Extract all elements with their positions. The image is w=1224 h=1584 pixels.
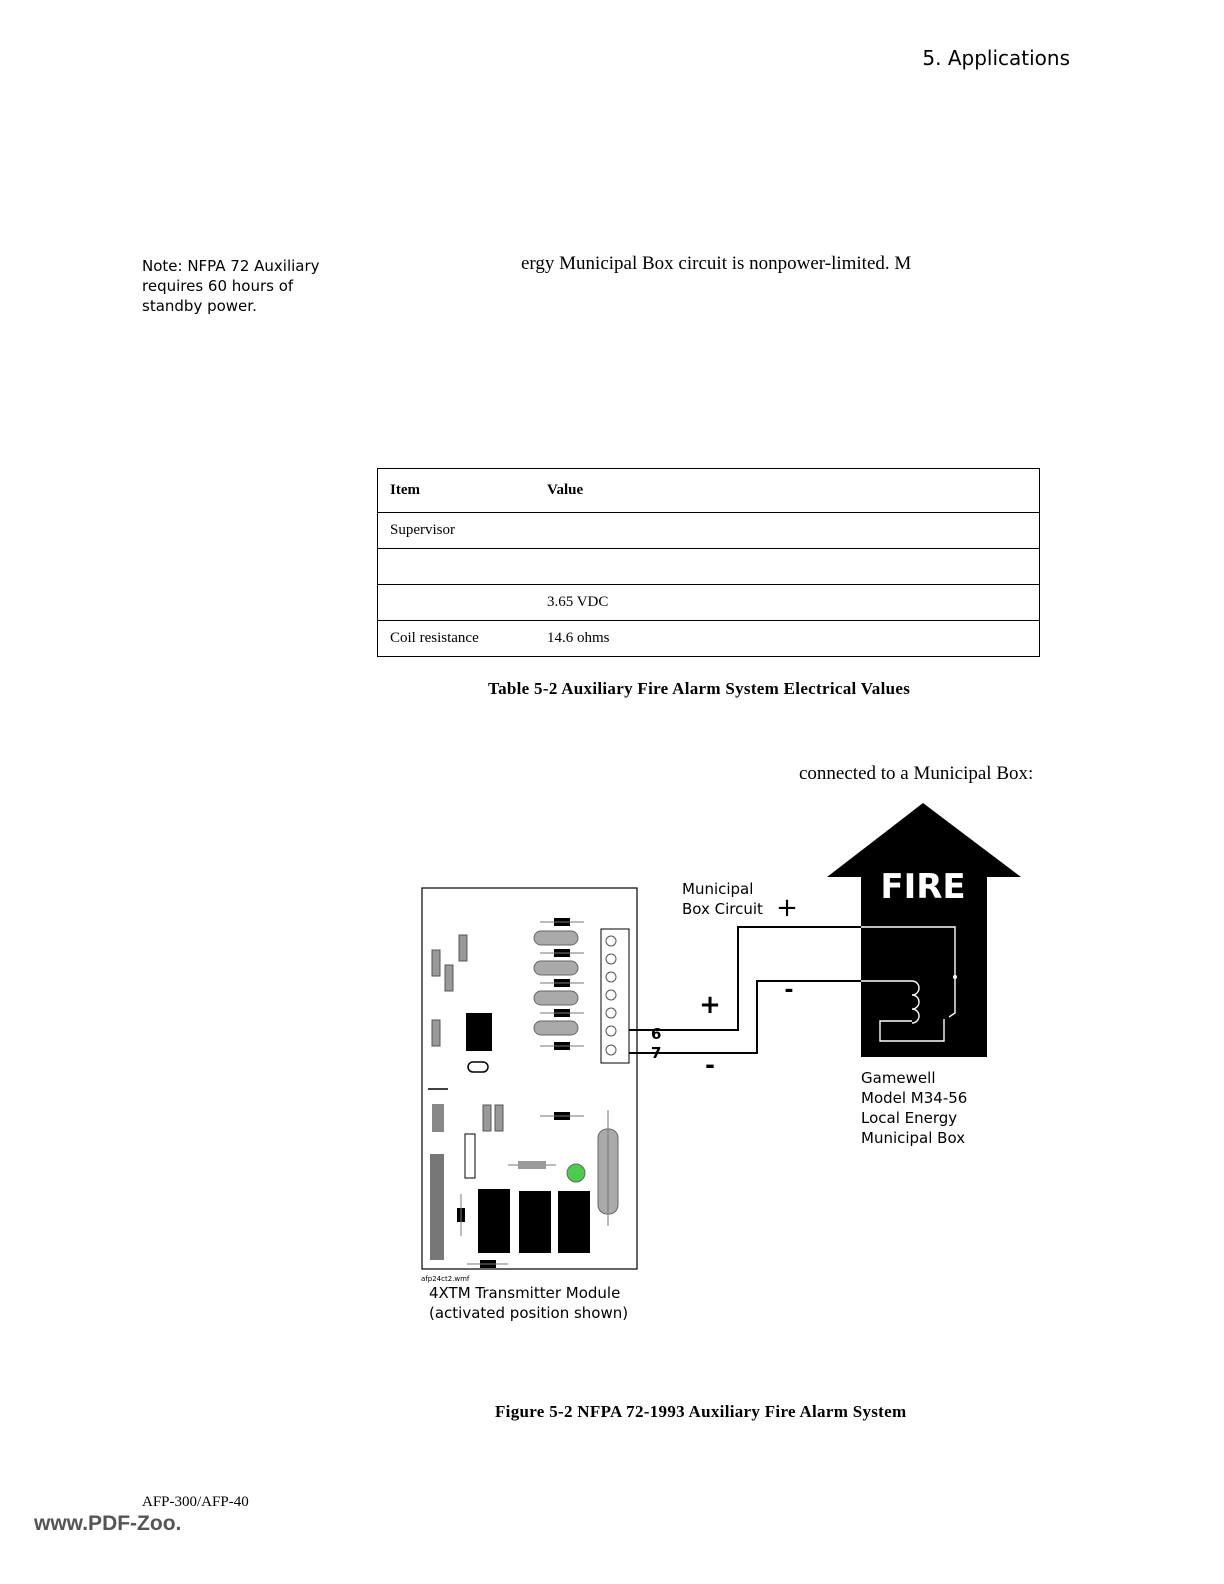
- body-text-line-2: connected to a Municipal Box:: [799, 763, 1034, 784]
- table-cell: 3.65 VDC: [535, 585, 1040, 621]
- plus-sign-module: +: [699, 990, 721, 1020]
- table-cell: 14.6 ohms: [535, 621, 1040, 657]
- minus-sign-top: -: [784, 978, 794, 1003]
- gamewell-box-label: [861, 1068, 967, 1148]
- side-note: Note: NFPA 72 Auxiliary requires 60 hours of standby power.: [142, 257, 320, 315]
- box-label-line: Municipal Box: [861, 1129, 966, 1147]
- table-cell: Supervisor: [378, 513, 536, 549]
- box-label-line: Model M34-56: [861, 1089, 968, 1107]
- fire-box-shape: [827, 803, 1021, 1057]
- table-header-item: Item: [378, 469, 536, 513]
- municipal-circuit-label: [682, 879, 763, 919]
- module-label-line-1: 4XTM Transmitter Module: [429, 1284, 621, 1302]
- table-header-value: Value: [535, 469, 1040, 513]
- table-caption: Table 5-2 Auxiliary Fire Alarm System Electrical Values: [488, 679, 911, 698]
- terminal-6-label: 6: [651, 1025, 662, 1043]
- watermark: www.PDF-Zoo.: [34, 1512, 182, 1535]
- module-label: [429, 1283, 628, 1323]
- box-label-line: Gamewell: [861, 1069, 936, 1087]
- page-header: 5. Applications: [922, 46, 1070, 70]
- municipal-label-line-1: Municipal: [682, 880, 754, 898]
- module-file-label: afp24ct2.wmf: [421, 1275, 470, 1283]
- body-text-line-1: ergy Municipal Box circuit is nonpower-limited. M: [521, 253, 912, 274]
- table-cell: Coil resistance: [378, 621, 536, 657]
- plus-sign-top: +: [776, 893, 798, 923]
- figure-caption: Figure 5-2 NFPA 72-1993 Auxiliary Fire Alarm System: [495, 1402, 907, 1421]
- terminal-7-label: 7: [651, 1044, 662, 1062]
- transmitter-module-board: [422, 888, 655, 1269]
- municipal-label-line-2: Box Circuit: [682, 900, 763, 918]
- fire-box-text: FIRE: [880, 867, 966, 907]
- minus-sign-module: -: [705, 1051, 715, 1079]
- box-label-line: Local Energy: [861, 1109, 958, 1127]
- module-label-line-2: (activated position shown): [429, 1304, 629, 1322]
- page-footer: AFP-300/AFP-40: [142, 1494, 249, 1510]
- municipal-circuit-wires: [655, 927, 861, 1053]
